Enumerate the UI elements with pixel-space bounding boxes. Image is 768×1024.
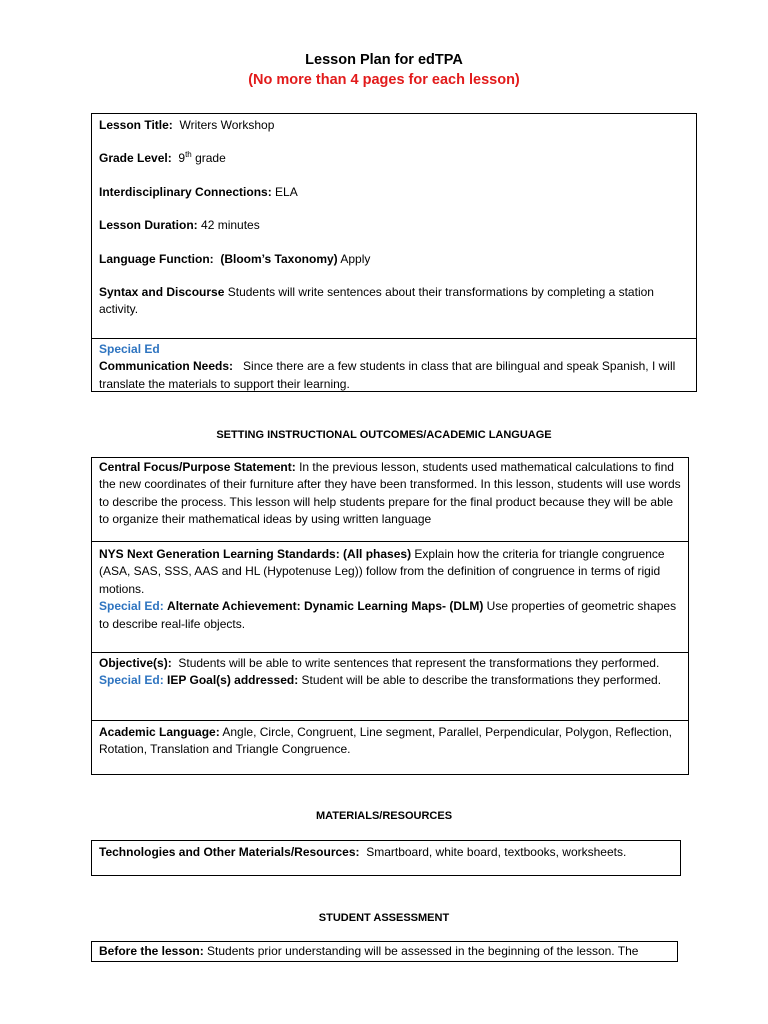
standards-special-text [99,598,681,633]
objectives-special-bold: IEP Goal(s) addressed: [167,673,299,688]
communication-needs-cell [92,339,696,399]
standards-special-label: Special Ed: [99,599,164,614]
lesson-title-value: Writers Workshop [179,118,275,132]
document-title: Lesson Plan for edTPA [305,52,463,68]
standards-value: Explain how the criteria for triangle congruence (ASA, SAS, SSS, AAS and HL (Hypotenuse Leg)) follow from the definition of congruence in terms of rigid motions. [99,547,665,596]
objectives-special-text [99,672,681,689]
materials-label: Technologies and Other Materials/Resources: [99,845,360,859]
connections-label: Interdisciplinary Connections: [99,184,272,199]
materials-value: Smartboard, white board, textbooks, worksheets. [366,845,627,859]
communication-needs-value: Since there are a few students in class that are bilingual and speak Spanish, I will translate the materials to support their learning. [99,359,676,391]
communication-needs-text [99,358,689,393]
lesson-info-table [91,113,697,392]
language-function-value: Apply [340,251,371,266]
grade-level-label: Grade Level: [99,151,172,166]
materials-cell [92,841,680,867]
section-heading-assessment: STUDENT ASSESSMENT [318,912,450,924]
grade-level-suffix: grade [195,151,226,166]
lesson-title-row [99,117,689,134]
academic-language-cell [92,721,688,765]
grade-level-row [99,150,689,167]
central-focus-value: In the previous lesson, students used mathematical calculations to find the new coordinates of their furniture after they have been transformed. In this lesson, students will use words to describe the process. This lesson will help students prepare for the final product because they will be able to organize their mathematical ideas by using written language [99,460,681,527]
connections-row [99,184,689,201]
assessment-label: Before the lesson: [99,944,204,958]
objectives-text [99,655,681,672]
assessment-table [91,941,678,962]
objectives-special-label: Special Ed: [99,673,164,688]
section-heading-materials: MATERIALS/RESOURCES [315,810,453,822]
academic-language-label: Academic Language: [99,725,220,739]
grade-level-suffix-sup: th [185,150,192,160]
standards-special-value: Use properties of geometric shapes to describe real-life objects. [99,599,677,631]
section-heading-outcomes: SETTING INSTRUCTIONAL OUTCOMES/ACADEMIC LANGUAGE [216,429,552,441]
document-subtitle: (No more than 4 pages for each lesson) [248,72,520,88]
blooms-taxonomy-label: (Bloom’s Taxonomy) [220,251,338,266]
communication-needs-label: Communication Needs: [99,359,234,374]
syntax-value: Students will write sentences about their transformations by completing a station activity. [99,285,654,317]
materials-table [91,840,681,876]
special-ed-label: Special Ed [99,342,160,356]
standards-text [99,546,681,598]
objectives-cell [92,653,688,721]
language-function-row [99,251,689,268]
connections-value: ELA [275,184,298,199]
assessment-value: Students prior understanding will be assessed in the beginning of the lesson. The [207,944,639,958]
assessment-cell [92,942,677,966]
central-focus-label: Central Focus/Purpose Statement: [99,460,296,474]
duration-value: 42 minutes [201,218,260,233]
objectives-label: Objective(s): [99,656,172,670]
standards-cell [92,542,688,653]
grade-level-value: 9 [178,151,186,166]
outcomes-table [91,457,689,775]
syntax-row [99,284,689,319]
lesson-title-label: Lesson Title: [99,118,173,132]
syntax-label: Syntax and Discourse [99,285,225,300]
lesson-info-cell [92,114,696,339]
central-focus-cell [92,458,688,542]
duration-row [99,217,689,234]
academic-language-value: Angle, Circle, Congruent, Line segment, Parallel, Perpendicular, Polygon, Reflection, Rotation, Translation and Triangle Congruence. [99,725,672,757]
objectives-special-value: Student will be able to describe the transformations they performed. [301,673,662,688]
standards-special-bold: Alternate Achievement: Dynamic Learning Maps- (DLM) [167,599,484,614]
standards-label: NYS Next Generation Learning Standards: (All phases) [99,547,412,561]
objectives-value: Students will be able to write sentences that represent the transformations they performed. [178,656,660,670]
language-function-label: Language Function: [99,251,214,266]
duration-label: Lesson Duration: [99,218,198,233]
